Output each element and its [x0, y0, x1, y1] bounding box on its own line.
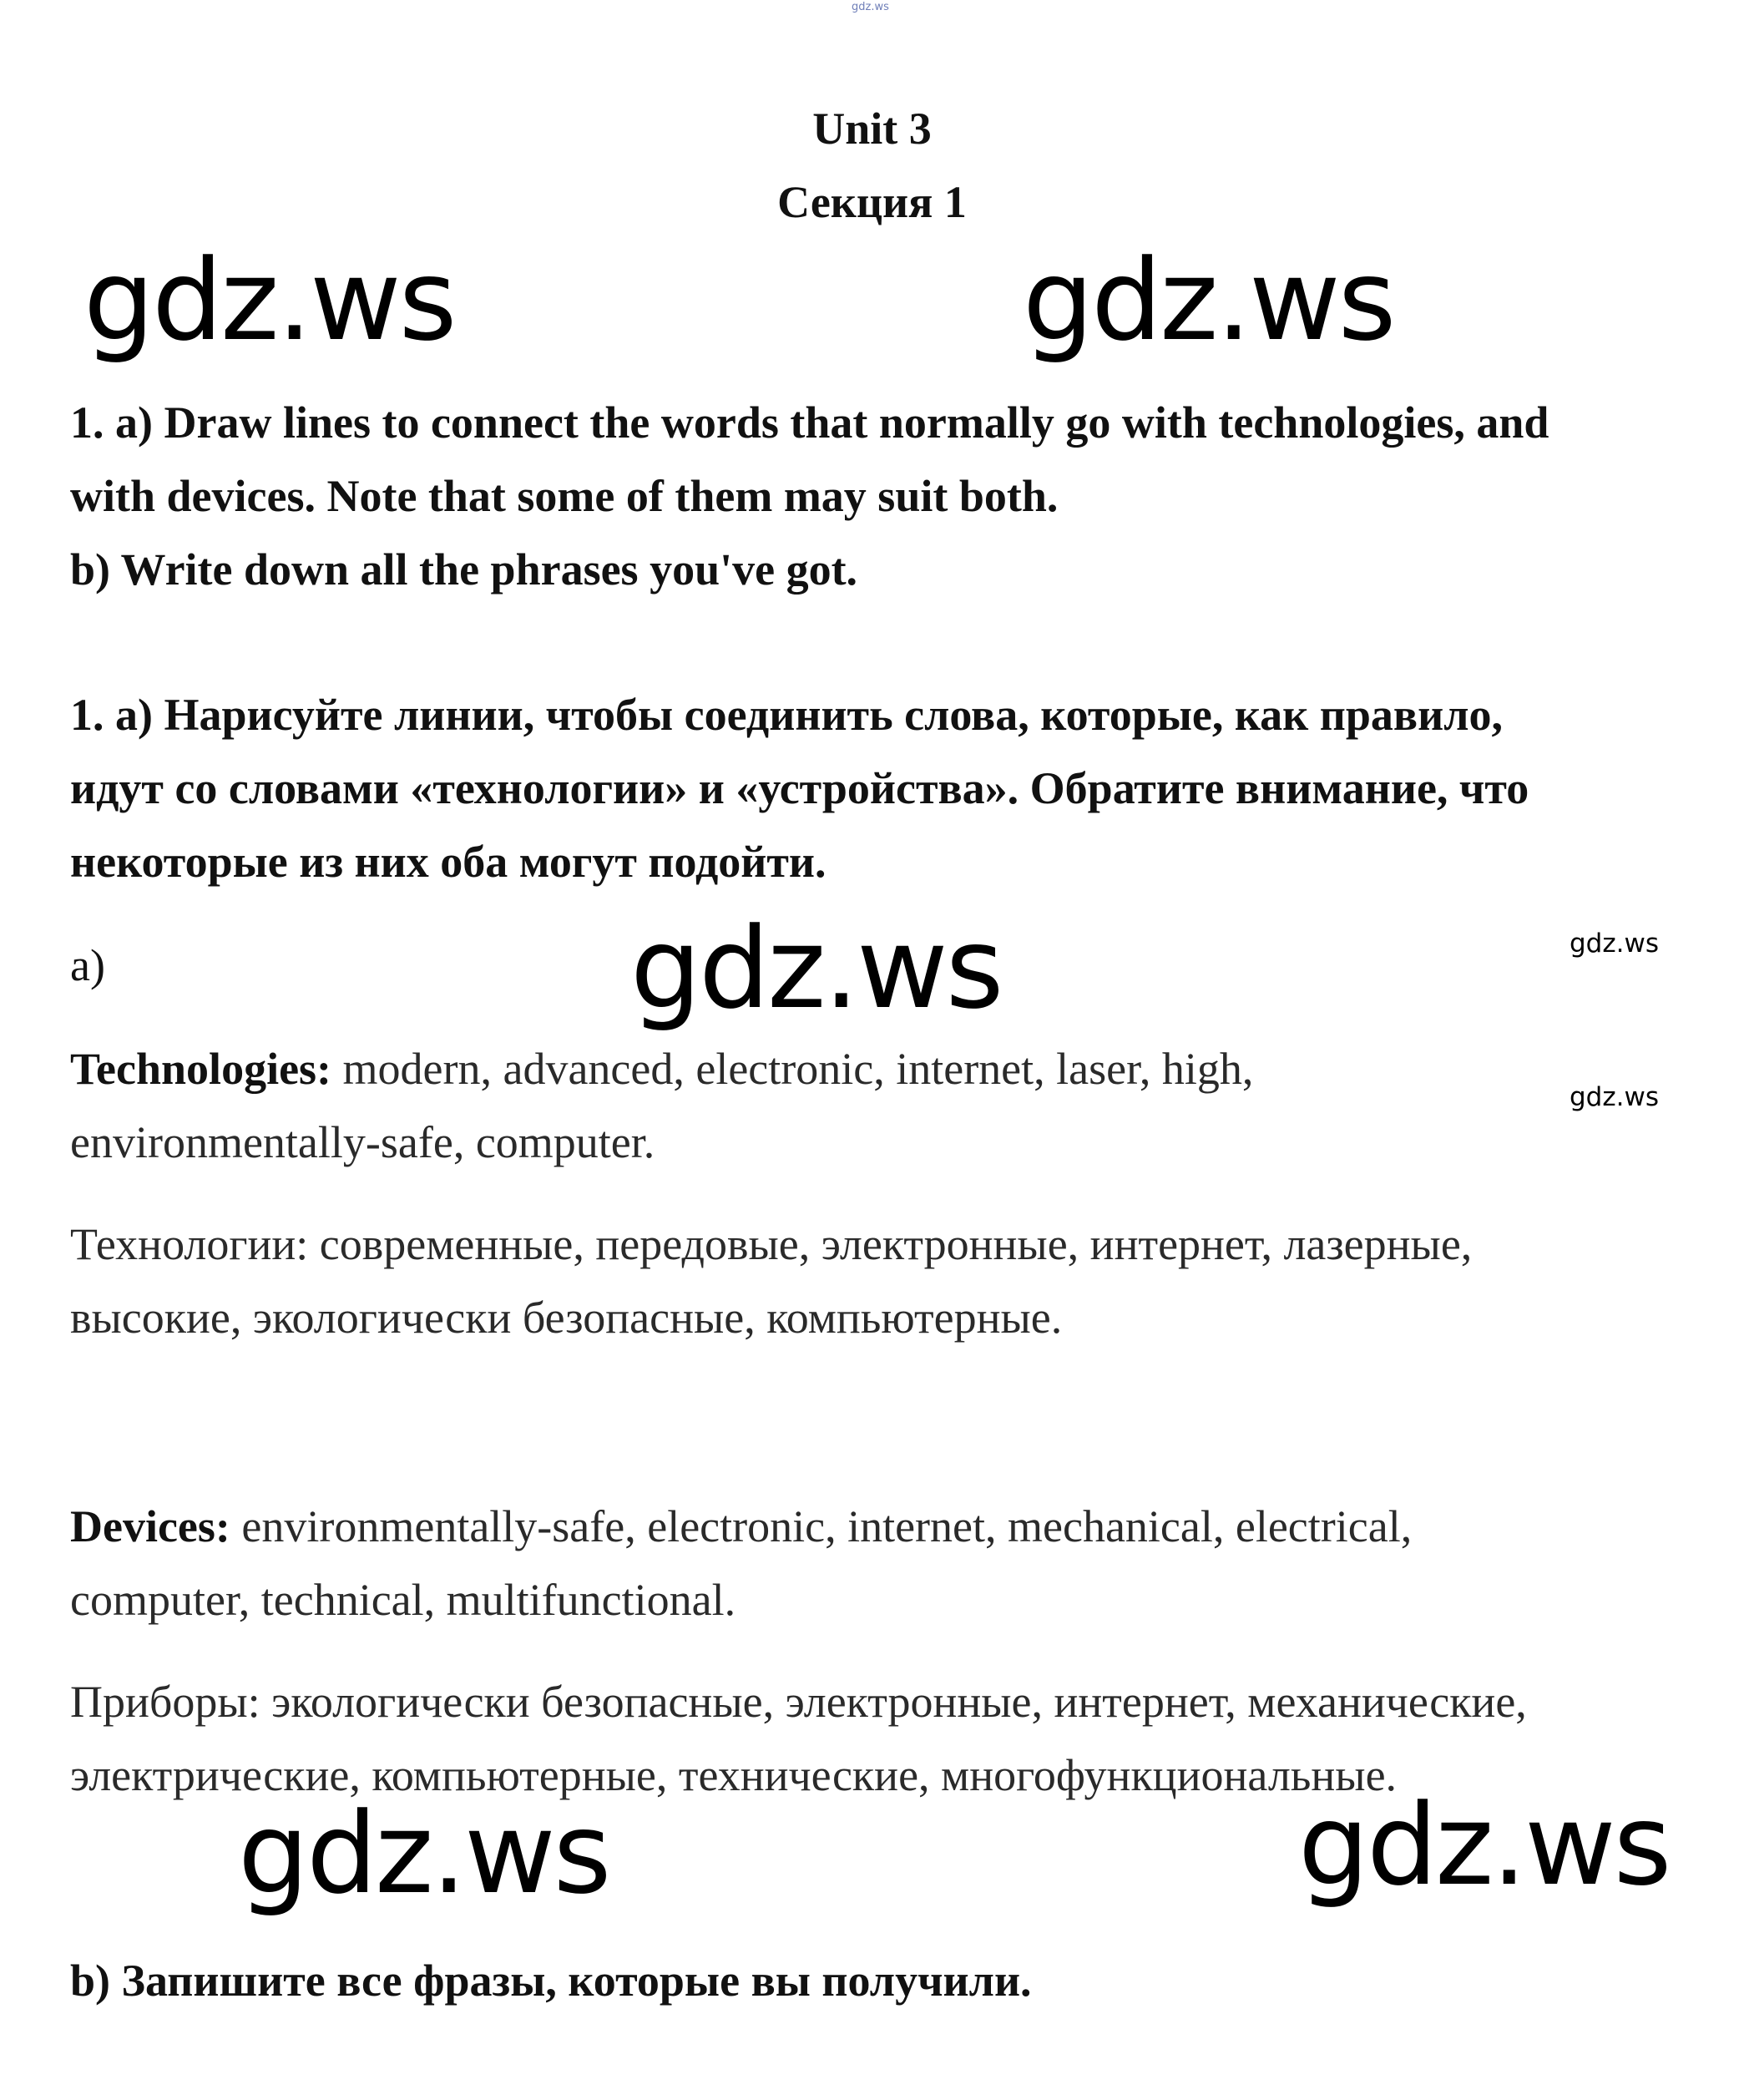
watermark-logo: gdz.ws: [238, 1789, 609, 1919]
devices-ru-line-1: Приборы: экологически безопасные, электронные, интернет, механические,: [70, 1677, 1527, 1727]
answer-marker: a): [70, 940, 105, 990]
devices-line-1: [70, 1490, 1706, 1563]
technologies-label: Technologies:: [70, 1044, 332, 1094]
devices-line-2: computer, technical, multifunctional.: [70, 1575, 736, 1625]
task-en-line-2: with devices. Note that some of them may suit both.: [70, 471, 1059, 521]
section-title: Секция 1: [777, 177, 967, 227]
watermark-small: gdz.ws: [1570, 929, 1659, 959]
task-b-ru: b) Запишите все фразы, которые вы получили.: [70, 1956, 1032, 2006]
technologies-line-1: [70, 1032, 1706, 1106]
watermark-logo: gdz.ws: [1298, 1780, 1670, 1910]
top-watermark: gdz.ws: [852, 1, 889, 13]
task-ru-line-3: некоторые из них оба могут подойти.: [70, 837, 827, 887]
technologies-ru-line-2: высокие, экологически безопасные, компьютерные.: [70, 1293, 1063, 1343]
task-ru-line-1: 1. а) Нарисуйте линии, чтобы соединить слова, которые, как правило,: [70, 690, 1504, 740]
watermark-logo: gdz.ws: [630, 903, 1002, 1034]
technologies-line-2: environmentally-safe, computer.: [70, 1117, 655, 1167]
watermark-logo: gdz.ws: [83, 235, 455, 366]
technologies-ru-line-1: Технологии: современные, передовые, электронные, интернет, лазерные,: [70, 1219, 1473, 1269]
task-en-line-1: 1. a) Draw lines to connect the words that normally go with technologies, and: [70, 397, 1549, 448]
task-ru-line-2: идут со словами «технологии» и «устройства». Обратите внимание, что: [70, 763, 1529, 813]
watermark-small: gdz.ws: [1570, 1082, 1659, 1112]
task-en-line-3: b) Write down all the phrases you've got.: [70, 544, 858, 595]
devices-label: Devices:: [70, 1501, 230, 1551]
devices-words: environmentally-safe, electronic, internet, mechanical, electrical,: [230, 1501, 1413, 1551]
unit-title: Unit 3: [812, 104, 932, 154]
technologies-words: modern, advanced, electronic, internet, laser, high,: [331, 1044, 1254, 1094]
devices-ru-line-2: электрические, компьютерные, технические, многофункциональные.: [70, 1750, 1398, 1800]
watermark-logo: gdz.ws: [1023, 235, 1394, 366]
